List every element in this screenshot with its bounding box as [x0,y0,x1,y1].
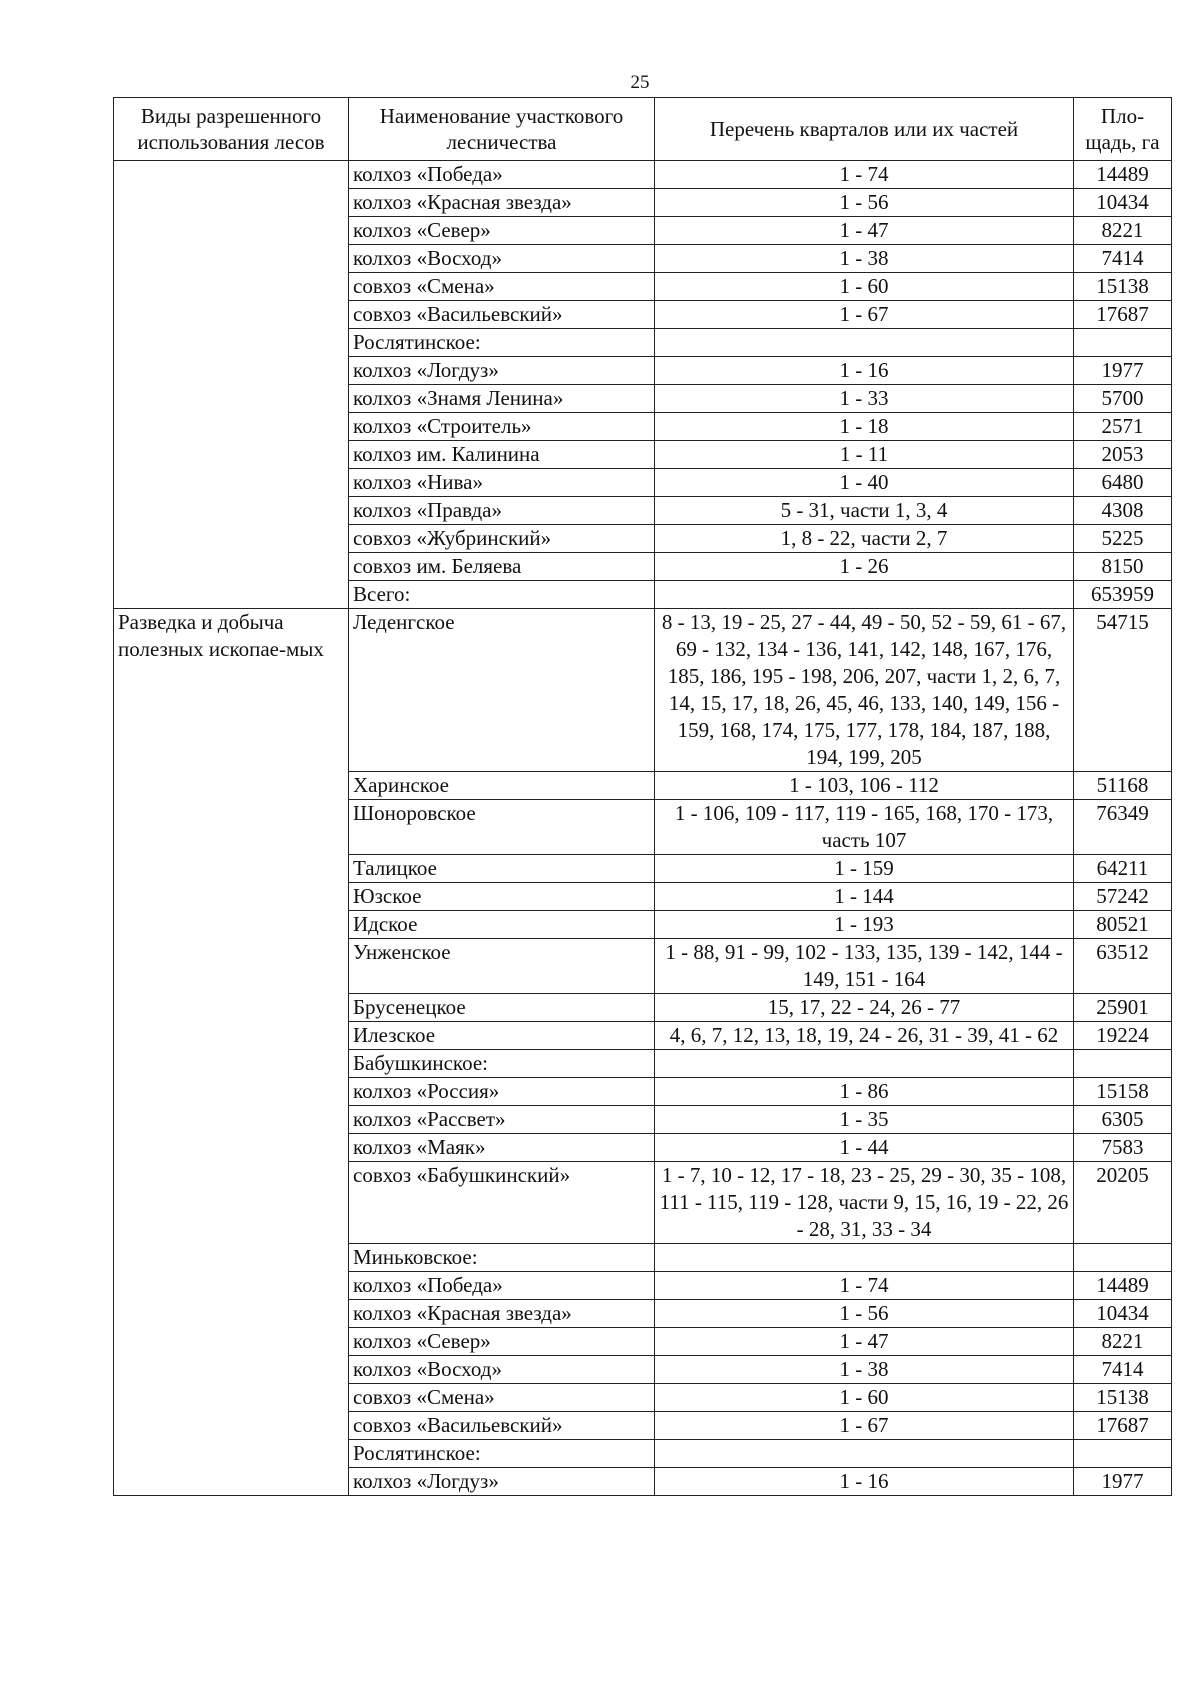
area-cell [1074,329,1172,357]
area-cell: 2571 [1074,413,1172,441]
area-cell: 4308 [1074,497,1172,525]
forestry-name-cell: колхоз «Рассвет» [349,1106,655,1134]
area-cell: 5225 [1074,525,1172,553]
forestry-name-cell: Миньковское: [349,1244,655,1272]
quarters-cell: 15, 17, 22 - 24, 26 - 77 [655,994,1074,1022]
forestry-name-cell: колхоз «Логдуз» [349,1468,655,1496]
quarters-cell [655,1440,1074,1468]
forestry-name-cell: Юзское [349,883,655,911]
quarters-cell: 1 - 144 [655,883,1074,911]
forestry-name-cell: колхоз «Маяк» [349,1134,655,1162]
quarters-cell: 1 - 26 [655,553,1074,581]
quarters-cell: 1 - 74 [655,1272,1074,1300]
forestry-name-cell: совхоз «Смена» [349,273,655,301]
area-cell: 1977 [1074,1468,1172,1496]
quarters-cell: 1 - 40 [655,469,1074,497]
area-cell: 54715 [1074,609,1172,772]
forestry-name-cell: колхоз «Победа» [349,161,655,189]
forest-use-table [113,97,1172,1496]
forestry-name-cell: колхоз «Логдуз» [349,357,655,385]
table-header-row [114,98,1172,161]
quarters-cell: 1 - 60 [655,1384,1074,1412]
area-cell: 10434 [1074,1300,1172,1328]
area-cell: 63512 [1074,939,1172,994]
forestry-name-cell: колхоз «Красная звезда» [349,1300,655,1328]
quarters-cell: 1 - 193 [655,911,1074,939]
quarters-cell: 1, 8 - 22, части 2, 7 [655,525,1074,553]
forestry-name-cell: колхоз «Север» [349,1328,655,1356]
forestry-name-cell: колхоз «Знамя Ленина» [349,385,655,413]
area-cell: 19224 [1074,1022,1172,1050]
forestry-name-cell: Рослятинское: [349,329,655,357]
quarters-cell: 1 - 38 [655,1356,1074,1384]
forestry-name-cell: Талицкое [349,855,655,883]
quarters-cell: 4, 6, 7, 12, 13, 18, 19, 24 - 26, 31 - 39, 41 - 62 [655,1022,1074,1050]
area-cell: 7414 [1074,1356,1172,1384]
quarters-cell [655,329,1074,357]
area-cell: 8150 [1074,553,1172,581]
quarters-cell: 1 - 7, 10 - 12, 17 - 18, 23 - 25, 29 - 30, 35 - 108, 111 - 115, 119 - 128, части 9, 15, 16, 19 - 22, 26 - 28, 31, 33 - 34 [655,1162,1074,1244]
forestry-name-cell: Леденгское [349,609,655,772]
forestry-name-cell: совхоз им. Беляева [349,553,655,581]
forestry-name-cell: колхоз «Восход» [349,245,655,273]
quarters-cell: 1 - 16 [655,357,1074,385]
quarters-cell: 1 - 60 [655,273,1074,301]
forestry-name-cell: Идское [349,911,655,939]
forestry-name-cell: колхоз «Строитель» [349,413,655,441]
forestry-name-cell: колхоз «Красная звезда» [349,189,655,217]
header-forestry: Наименование участкового лесничества [349,98,655,161]
quarters-cell: 1 - 67 [655,1412,1074,1440]
quarters-cell: 1 - 103, 106 - 112 [655,772,1074,800]
quarters-cell: 1 - 56 [655,1300,1074,1328]
area-cell: 14489 [1074,161,1172,189]
forestry-name-cell: Брусенецкое [349,994,655,1022]
forestry-name-cell: совхоз «Васильевский» [349,301,655,329]
quarters-cell: 1 - 33 [655,385,1074,413]
quarters-cell: 1 - 106, 109 - 117, 119 - 165, 168, 170 - 173, часть 107 [655,800,1074,855]
area-cell: 17687 [1074,301,1172,329]
quarters-cell: 8 - 13, 19 - 25, 27 - 44, 49 - 50, 52 - 59, 61 - 67, 69 - 132, 134 - 136, 141, 142, 148, 167, 176, 185, 186, 195 - 198, 206, 207, части 1, 2, 6, 7, 14, 15, 17, 18, 26, 45, 46, 133, 140, 149, 156 - 159, 168, 174, 175, 177, 178, 184, 187, 188, 194, 199, 205 [655,609,1074,772]
forestry-name-cell: совхоз «Жубринский» [349,525,655,553]
forestry-name-cell: Харинское [349,772,655,800]
quarters-cell: 1 - 56 [655,189,1074,217]
area-cell: 64211 [1074,855,1172,883]
header-use: Виды разрешенного использования лесов [114,98,349,161]
quarters-cell: 1 - 38 [655,245,1074,273]
area-cell: 15138 [1074,273,1172,301]
forestry-name-cell: совхоз «Васильевский» [349,1412,655,1440]
area-cell: 15138 [1074,1384,1172,1412]
area-cell: 7583 [1074,1134,1172,1162]
forestry-name-cell: колхоз «Правда» [349,497,655,525]
header-area: Пло-щадь, га [1074,98,1172,161]
area-cell [1074,1050,1172,1078]
area-cell [1074,1440,1172,1468]
area-cell [1074,1244,1172,1272]
area-cell: 25901 [1074,994,1172,1022]
forestry-name-cell: Бабушкинское: [349,1050,655,1078]
area-cell: 6480 [1074,469,1172,497]
area-cell: 10434 [1074,189,1172,217]
forestry-name-cell: Шоноровское [349,800,655,855]
forestry-name-cell: колхоз «Нива» [349,469,655,497]
forestry-name-cell: колхоз «Восход» [349,1356,655,1384]
forestry-name-cell: Унженское [349,939,655,994]
use-type-cell: Разведка и добыча полезных ископае-мых [114,609,349,1496]
quarters-cell: 1 - 35 [655,1106,1074,1134]
forestry-name-cell: колхоз им. Калинина [349,441,655,469]
area-cell: 51168 [1074,772,1172,800]
header-quarters: Перечень кварталов или их частей [655,98,1074,161]
quarters-cell: 1 - 16 [655,1468,1074,1496]
area-cell: 5700 [1074,385,1172,413]
forestry-name-cell: Илезское [349,1022,655,1050]
area-cell: 14489 [1074,1272,1172,1300]
area-cell: 57242 [1074,883,1172,911]
area-cell: 8221 [1074,217,1172,245]
quarters-cell: 1 - 47 [655,217,1074,245]
forestry-name-cell: Всего: [349,581,655,609]
quarters-cell: 1 - 47 [655,1328,1074,1356]
forestry-name-cell: колхоз «Россия» [349,1078,655,1106]
area-cell: 80521 [1074,911,1172,939]
quarters-cell: 1 - 18 [655,413,1074,441]
quarters-cell: 1 - 67 [655,301,1074,329]
quarters-cell [655,1244,1074,1272]
table-row [114,161,1172,189]
forestry-name-cell: колхоз «Победа» [349,1272,655,1300]
quarters-cell: 1 - 86 [655,1078,1074,1106]
quarters-cell: 1 - 88, 91 - 99, 102 - 133, 135, 139 - 142, 144 - 149, 151 - 164 [655,939,1074,994]
quarters-cell [655,581,1074,609]
quarters-cell: 1 - 11 [655,441,1074,469]
area-cell: 17687 [1074,1412,1172,1440]
table-body [114,161,1172,1496]
area-cell: 653959 [1074,581,1172,609]
area-cell: 20205 [1074,1162,1172,1244]
area-cell: 8221 [1074,1328,1172,1356]
use-type-cell [114,161,349,609]
area-cell: 76349 [1074,800,1172,855]
quarters-cell [655,1050,1074,1078]
page-number: 25 [630,72,650,93]
area-cell: 7414 [1074,245,1172,273]
table-row [114,609,1172,772]
forestry-name-cell: совхоз «Смена» [349,1384,655,1412]
forestry-name-cell: совхоз «Бабушкинский» [349,1162,655,1244]
area-cell: 1977 [1074,357,1172,385]
forestry-name-cell: Рослятинское: [349,1440,655,1468]
area-cell: 6305 [1074,1106,1172,1134]
area-cell: 2053 [1074,441,1172,469]
quarters-cell: 1 - 74 [655,161,1074,189]
quarters-cell: 1 - 159 [655,855,1074,883]
area-cell: 15158 [1074,1078,1172,1106]
quarters-cell: 1 - 44 [655,1134,1074,1162]
forestry-name-cell: колхоз «Север» [349,217,655,245]
quarters-cell: 5 - 31, части 1, 3, 4 [655,497,1074,525]
